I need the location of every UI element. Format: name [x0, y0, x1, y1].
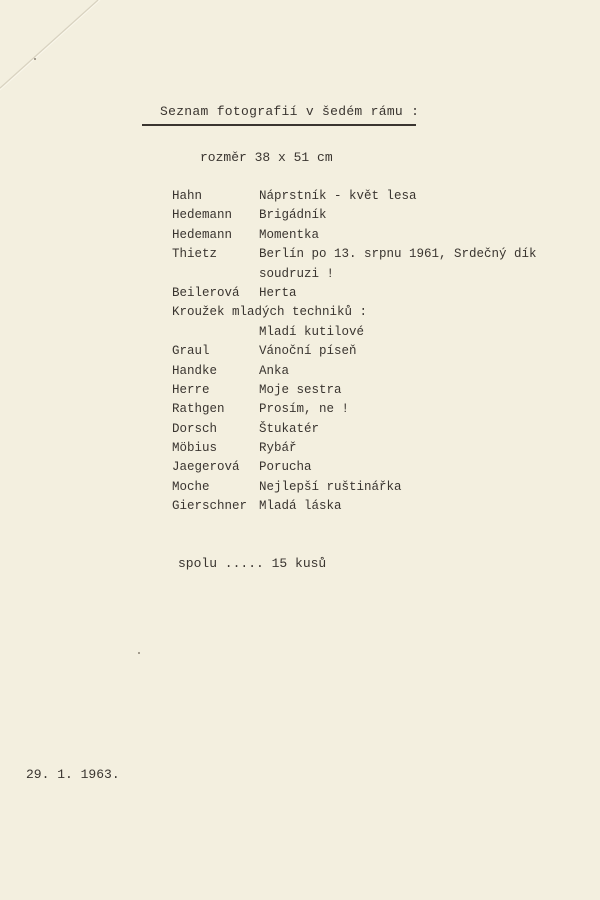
paper-speck: [138, 652, 140, 654]
photo-title: Moje sestra: [259, 382, 342, 397]
total-count: spolu ..... 15 kusů: [178, 556, 327, 571]
author-name: Gierschner: [172, 499, 248, 514]
document-heading: Seznam fotografií v šedém rámu :: [160, 104, 420, 119]
photo-title: Porucha: [259, 460, 312, 475]
list-row: [172, 206, 592, 225]
author-name: Möbius: [172, 441, 218, 456]
list-row: [172, 303, 592, 322]
list-row: [172, 497, 592, 516]
author-name: Hedemann: [172, 227, 233, 242]
list-row: [172, 342, 592, 361]
photo-title: Prosím, ne !: [259, 402, 350, 417]
list-row: [172, 400, 592, 419]
list-row: [172, 381, 592, 400]
list-row: [172, 323, 592, 342]
photo-title: Mladí kutilové: [259, 324, 365, 339]
author-name: Moche: [172, 479, 210, 494]
author-name: Jaegerová: [172, 460, 240, 475]
author-name: Dorsch: [172, 421, 218, 436]
author-name: Herre: [172, 382, 210, 397]
photo-title: Brigádník: [259, 208, 327, 223]
list-row: [172, 226, 592, 245]
author-name: Graul: [172, 344, 210, 359]
frame-dimension: rozměr 38 x 51 cm: [200, 150, 333, 165]
photo-title: Vánoční píseň: [259, 344, 357, 359]
list-row: [172, 284, 592, 303]
author-name: Hedemann: [172, 208, 233, 223]
list-row: [172, 439, 592, 458]
photo-title: Rybář: [259, 441, 297, 456]
photo-title: Náprstník - květ lesa: [259, 189, 417, 203]
photo-title: Štukatér: [259, 421, 320, 436]
photo-title: Momentka: [259, 227, 320, 242]
list-row: [172, 187, 592, 206]
author-name: Handke: [172, 363, 218, 378]
photo-title: Nejlepší ruštinářka: [259, 479, 402, 494]
list-row: [172, 420, 592, 439]
list-row: [172, 245, 592, 264]
photo-title: soudruzi !: [259, 266, 335, 281]
photo-title: Berlín po 13. srpnu 1961, Srdečný dík: [259, 247, 537, 262]
heading-underline: [142, 124, 416, 126]
list-row: [172, 478, 592, 497]
document-date: 29. 1. 1963.: [26, 767, 120, 782]
paper-speck: [34, 58, 36, 60]
author-name: Thietz: [172, 247, 218, 262]
author-name: Beilerová: [172, 285, 240, 300]
photo-title: Anka: [259, 363, 290, 378]
list-row: [172, 265, 592, 284]
list-row: [172, 362, 592, 381]
list-row: [172, 458, 592, 477]
photo-list: [172, 187, 592, 517]
author-name: Hahn: [172, 189, 203, 203]
photo-title: Mladá láska: [259, 499, 342, 514]
photo-title: Herta: [259, 285, 297, 300]
author-name: Rathgen: [172, 402, 225, 417]
group-name: Kroužek mladých techniků :: [172, 305, 368, 320]
